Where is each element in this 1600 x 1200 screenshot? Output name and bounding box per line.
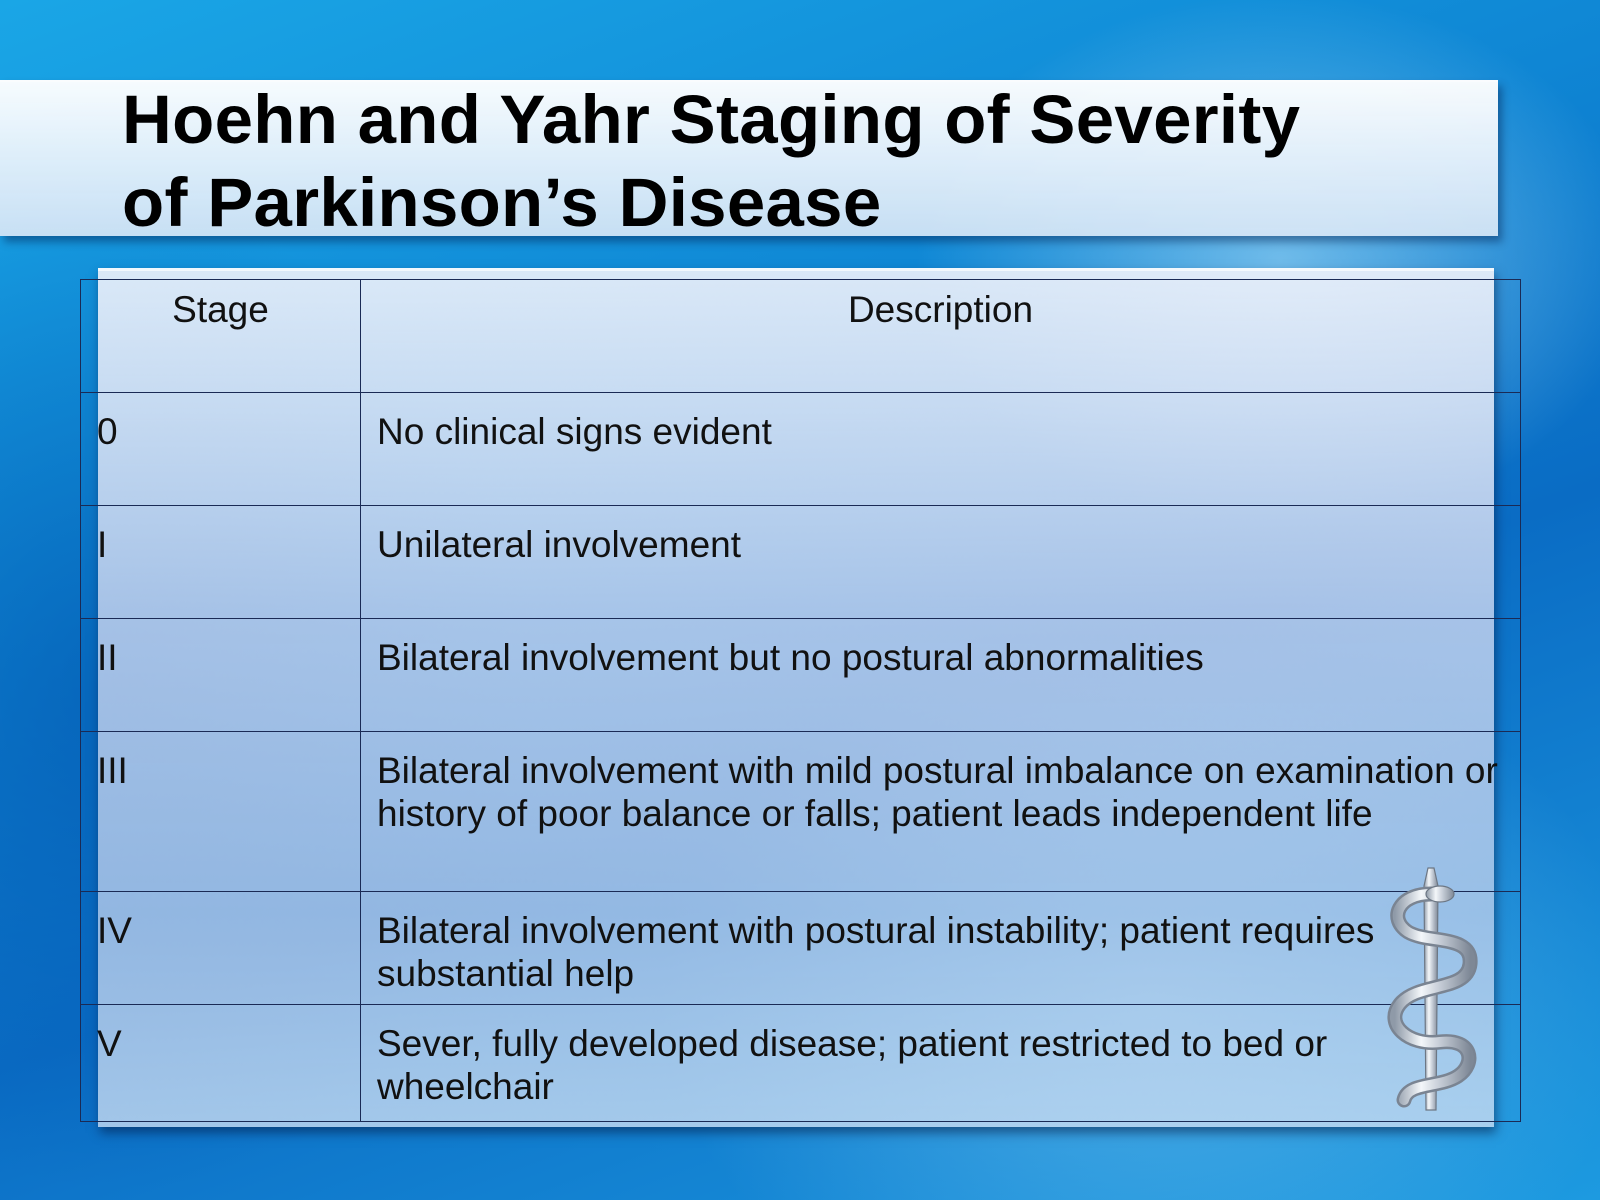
table-header-row (81, 280, 1521, 393)
table-row (81, 892, 1521, 1005)
table-row (81, 1005, 1521, 1122)
stage-column-header: Stage (81, 280, 361, 393)
table-row (81, 619, 1521, 732)
stage-cell: III (81, 732, 361, 892)
stage-cell: 0 (81, 393, 361, 506)
description-cell: Bilateral involvement with mild postural imbalance on examination or history of poor balance or falls; patient leads independent life (361, 732, 1521, 892)
stage-cell: I (81, 506, 361, 619)
description-cell: Bilateral involvement with postural instability; patient requires substantial help (361, 892, 1521, 1005)
staging-table (80, 279, 1521, 1122)
caduceus-icon (1378, 864, 1488, 1114)
table-row (81, 506, 1521, 619)
table-row (81, 732, 1521, 892)
description-cell: No clinical signs evident (361, 393, 1521, 506)
slide-title (122, 78, 1482, 244)
stage-cell: II (81, 619, 361, 732)
stage-cell: IV (81, 892, 361, 1005)
slide-title-line-2: of Parkinson’s Disease (122, 164, 882, 241)
description-cell: Bilateral involvement but no postural abnormalities (361, 619, 1521, 732)
description-column-header: Description (361, 280, 1521, 393)
stage-cell: V (81, 1005, 361, 1122)
description-cell: Sever, fully developed disease; patient restricted to bed or wheelchair (361, 1005, 1521, 1122)
description-cell: Unilateral involvement (361, 506, 1521, 619)
table-row (81, 393, 1521, 506)
slide-title-line-1: Hoehn and Yahr Staging of Severity (122, 81, 1301, 158)
